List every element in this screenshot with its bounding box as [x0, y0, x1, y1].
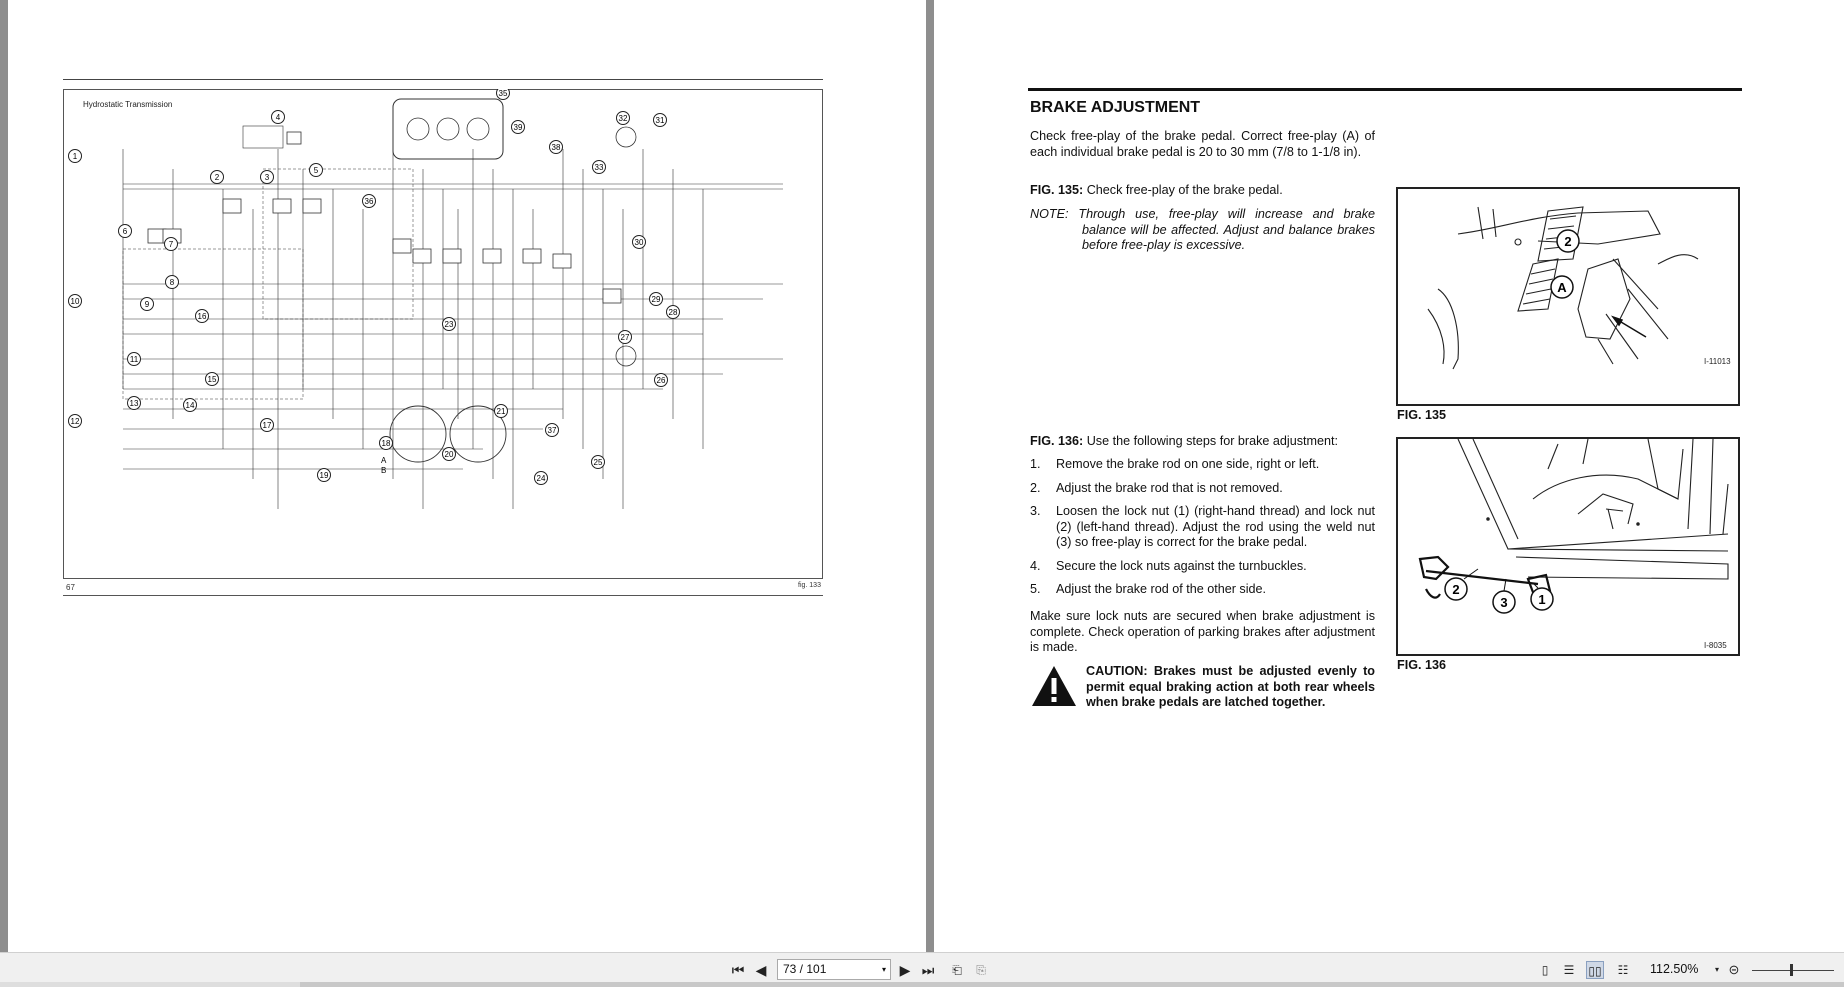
list-item	[1030, 559, 1375, 575]
step-text: Loosen the lock nut (1) (right-hand thread) and lock nut (2) (left-hand thread). Adjust the rod using the weld nut (3) so free-play is correct for the brake pedal.	[1056, 504, 1375, 549]
callout-number: 6	[122, 227, 128, 236]
step-number: 4.	[1030, 558, 1041, 573]
section-title: BRAKE ADJUSTMENT	[1030, 99, 1201, 116]
chevron-down-icon[interactable]: ▾	[881, 965, 886, 974]
fig136-ref-label: FIG. 136:	[1030, 434, 1084, 448]
schematic-top-rule	[63, 79, 823, 80]
note-paragraph	[1030, 207, 1375, 254]
callout-number: 30	[634, 238, 644, 247]
steps-list	[1030, 457, 1375, 606]
fig135-ref-text: Check free-play of the brake pedal.	[1086, 183, 1283, 197]
dashed-frame	[263, 169, 413, 319]
callout-number: 39	[513, 123, 523, 132]
zoom-slider[interactable]	[1752, 970, 1834, 971]
step-number: 2.	[1030, 480, 1041, 495]
relay	[287, 132, 301, 144]
brake-rod-drawing	[1398, 439, 1738, 654]
callout-a: A	[1557, 280, 1567, 295]
callout-number: 27	[620, 333, 630, 342]
connector	[273, 199, 291, 213]
connector	[413, 249, 431, 263]
callout-1: 1	[1538, 592, 1546, 607]
callout-number: 10	[70, 297, 80, 306]
chevron-down-icon[interactable]: ▾	[1714, 965, 1719, 974]
last-page-icon[interactable]: ⏭	[921, 962, 935, 978]
closing-paragraph: Make sure lock nuts are secured when brake adjustment is complete. Check operation of parking brakes after adjustment is made.	[1030, 609, 1375, 654]
zoom-slider-thumb[interactable]	[1790, 964, 1793, 976]
ab-label: B	[381, 466, 387, 475]
next-page-icon[interactable]: ▶	[899, 962, 911, 978]
step-number: 5.	[1030, 582, 1041, 596]
caution-block	[1030, 664, 1375, 734]
facing-icon[interactable]: ▯▯	[1586, 961, 1604, 979]
callout-number: 20	[444, 450, 454, 459]
callout-number: 32	[618, 114, 628, 123]
note-label: NOTE:	[1030, 207, 1069, 221]
callout-number: 37	[547, 426, 557, 435]
schematic-title: Hydrostatic Transmission	[83, 100, 173, 109]
callout-number: 38	[551, 143, 561, 152]
callout-number: 2	[214, 173, 220, 182]
callout-number: 17	[262, 421, 272, 430]
callout-number: 13	[129, 399, 139, 408]
schematic-callouts	[69, 89, 680, 485]
warning-triangle-icon	[1030, 664, 1078, 708]
callout-number: 28	[668, 308, 678, 317]
connector	[553, 254, 571, 268]
page-number-field[interactable]	[777, 959, 891, 980]
single-page-icon[interactable]: ▯	[1541, 963, 1549, 977]
callout-number: 7	[168, 240, 174, 249]
callout-3: 3	[1500, 595, 1508, 610]
callout-2: 2	[1564, 234, 1572, 249]
callout-number: 9	[144, 300, 150, 309]
step-text: Secure the lock nuts against the turnbuckles.	[1056, 558, 1307, 573]
gauge	[437, 118, 459, 140]
caution-text	[1086, 664, 1375, 711]
connector	[523, 249, 541, 263]
callout-number: 14	[185, 401, 195, 410]
next-view-icon[interactable]: ⎘	[976, 963, 986, 977]
callout-number: 23	[444, 320, 454, 329]
horizontal-scrollbar[interactable]	[0, 982, 1844, 987]
list-item	[1030, 481, 1375, 497]
connector	[223, 199, 241, 213]
fig136-id: I-8035	[1704, 641, 1727, 650]
first-page-icon[interactable]: ⏮	[731, 962, 745, 978]
gauge	[407, 118, 429, 140]
fuse-block	[243, 126, 283, 148]
horn	[616, 346, 636, 366]
step-number: 1.	[1030, 457, 1041, 471]
callout-number: 4	[275, 113, 281, 122]
callout-number: 19	[319, 471, 329, 480]
callout-number: 15	[207, 375, 217, 384]
figure-label: fig. 133	[798, 582, 821, 589]
step-number: 3.	[1030, 504, 1041, 518]
prev-page-icon[interactable]: ◀	[755, 962, 767, 978]
callout-number: 5	[313, 166, 319, 175]
fig136-illustration	[1396, 437, 1740, 656]
list-item	[1030, 582, 1375, 598]
callout-number: 36	[364, 197, 374, 206]
fig136-reference	[1030, 434, 1375, 450]
step-text: Adjust the brake rod that is not removed.	[1056, 480, 1283, 495]
page-number: 67	[66, 583, 75, 592]
callout-number: 25	[593, 458, 603, 467]
fig135-ref-label: FIG. 135:	[1030, 183, 1084, 197]
callout-number: 11	[129, 355, 139, 364]
continuous-icon[interactable]: ☰	[1563, 963, 1575, 977]
callout-number: 16	[197, 312, 207, 321]
round-connector	[390, 406, 446, 462]
callout-number: 26	[656, 376, 666, 385]
callout-number: 8	[169, 278, 175, 287]
callout-number: 35	[498, 89, 508, 98]
brake-pedal-drawing	[1398, 189, 1738, 404]
fig136-ref-text: Use the following steps for brake adjustment:	[1086, 434, 1339, 448]
page-right	[934, 0, 1844, 952]
connector	[303, 199, 321, 213]
wiring-schematic	[63, 89, 823, 579]
callout-number: 24	[536, 474, 546, 483]
page-number-value: 73 / 101	[783, 962, 827, 976]
gauge	[467, 118, 489, 140]
note-text: Through use, free-play will increase and brake balance will be affected. Adjust and balance brakes before free-play is excessive.	[1078, 207, 1375, 252]
zoom-level[interactable]: 112.50%	[1650, 962, 1699, 976]
connector	[443, 249, 461, 263]
list-item	[1030, 504, 1375, 551]
callout-number: 29	[651, 295, 661, 304]
intro-paragraph: Check free-play of the brake pedal. Correct free-play (A) of each individual brake pedal is 20 to 30 mm (7/8 to 1-1/8 in).	[1030, 129, 1375, 159]
callout-number: 18	[381, 439, 391, 448]
fig135-reference	[1030, 183, 1375, 199]
fig136-caption: FIG. 136	[1397, 658, 1446, 672]
page-left	[8, 0, 926, 952]
callout-2: 2	[1452, 582, 1460, 597]
scrollbar-thumb[interactable]	[300, 982, 1844, 987]
fig135-illustration	[1396, 187, 1740, 406]
caution-label: CAUTION:	[1086, 664, 1148, 678]
zoom-out-icon[interactable]: ⊝	[1728, 962, 1740, 977]
callout-number: 1	[72, 152, 78, 161]
fig135-id: I-11013	[1704, 357, 1731, 366]
ab-label: A	[381, 456, 387, 465]
callout-number: 21	[496, 407, 506, 416]
caution-body: Brakes must be adjusted evenly to permit equal braking action at both rear wheels when brake pedals are latched together.	[1086, 664, 1376, 709]
step-text: Adjust the brake rod of the other side.	[1056, 582, 1267, 596]
callout-number: 33	[594, 163, 604, 172]
connector	[483, 249, 501, 263]
list-item	[1030, 457, 1375, 473]
section-rule	[1028, 88, 1742, 91]
schematic-bottom-rule	[63, 595, 823, 596]
instrument-cluster	[393, 99, 503, 159]
continuous-facing-icon[interactable]: ☷	[1617, 963, 1629, 977]
fig135-caption: FIG. 135	[1397, 408, 1446, 422]
callout-number: 3	[264, 173, 270, 182]
callout-number: 12	[70, 417, 80, 426]
callout-number: 31	[655, 116, 665, 125]
connector	[393, 239, 411, 253]
step-text: Remove the brake rod on one side, right or left.	[1056, 457, 1320, 471]
prev-view-icon[interactable]: ⎗	[952, 963, 962, 977]
horn	[616, 127, 636, 147]
connector	[603, 289, 621, 303]
